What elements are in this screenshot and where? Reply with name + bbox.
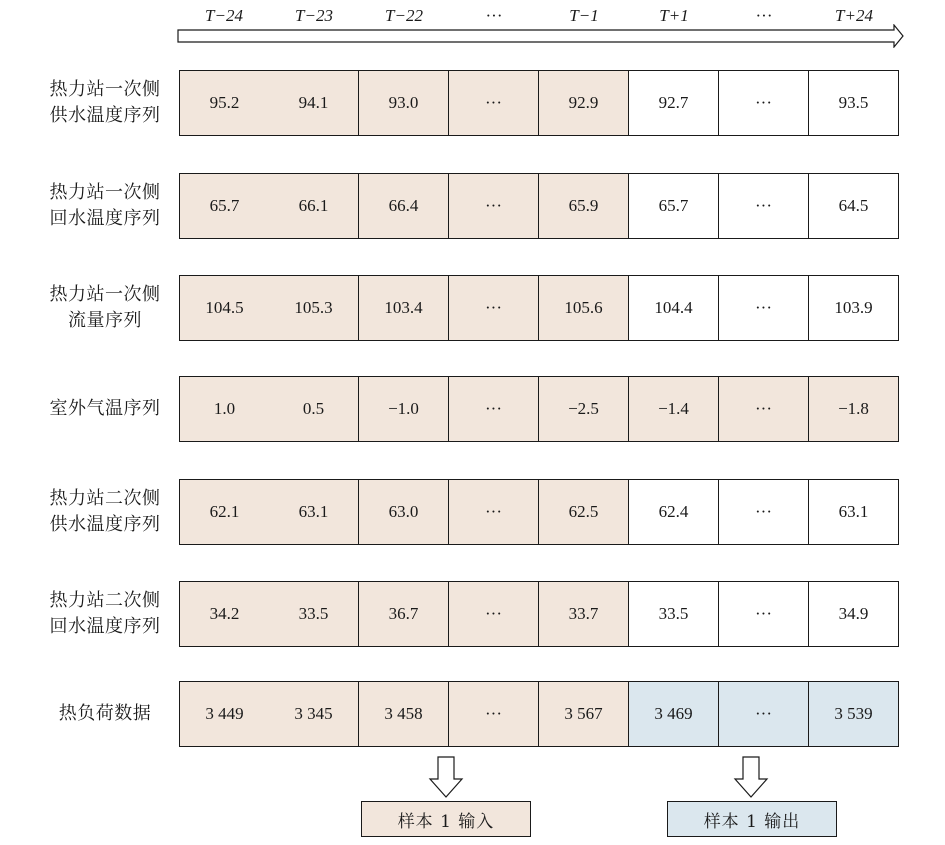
- value-cell: 63.1: [809, 479, 899, 545]
- value-cell: 65.7: [629, 173, 719, 239]
- value-cell: 3 539: [809, 681, 899, 747]
- value-cell: 34.2: [179, 581, 270, 647]
- value-cell: 34.9: [809, 581, 899, 647]
- value-cell: ···: [449, 681, 539, 747]
- value-cell: −1.0: [359, 376, 449, 442]
- value-cell: 64.5: [809, 173, 899, 239]
- value-cell: 62.5: [539, 479, 629, 545]
- time-header-cell: ···: [485, 6, 503, 25]
- sample-output-box: [667, 801, 837, 837]
- value-cell: ···: [449, 376, 539, 442]
- output-down-arrow: [733, 755, 769, 799]
- sample-output-label: 样本 1 输出: [703, 811, 801, 832]
- value-cell: 94.1: [269, 70, 359, 136]
- value-cell: 62.1: [179, 479, 270, 545]
- value-cell: 63.0: [359, 479, 449, 545]
- time-header-cell: T+1: [659, 6, 689, 25]
- row-label: 热力站二次侧 供水温度序列: [49, 488, 161, 535]
- value-cell: 65.7: [179, 173, 270, 239]
- time-header-cell: T−1: [569, 6, 599, 25]
- time-header-cell: T−24: [205, 6, 243, 25]
- value-cell: 33.7: [539, 581, 629, 647]
- value-cell: 0.5: [269, 376, 359, 442]
- value-cell: ···: [449, 173, 539, 239]
- value-cell: −1.8: [809, 376, 899, 442]
- time-header-cell: T−22: [385, 6, 423, 25]
- value-cell: 36.7: [359, 581, 449, 647]
- time-header-cell: T−23: [295, 6, 333, 25]
- value-cell: 92.9: [539, 70, 629, 136]
- value-cell: 95.2: [179, 70, 270, 136]
- time-header-cell: ···: [755, 6, 773, 25]
- value-cell: ···: [719, 275, 809, 341]
- row-label: 热负荷数据: [58, 703, 152, 724]
- sample-input-box: [361, 801, 531, 837]
- value-cell: 33.5: [269, 581, 359, 647]
- input-down-arrow: [428, 755, 464, 799]
- value-cell: 3 469: [629, 681, 719, 747]
- value-cell: 105.6: [539, 275, 629, 341]
- value-cell: 105.3: [269, 275, 359, 341]
- row-label: 室外气温序列: [49, 398, 161, 419]
- value-cell: ···: [449, 581, 539, 647]
- value-cell: ···: [719, 70, 809, 136]
- value-cell: ···: [449, 70, 539, 136]
- value-cell: 1.0: [179, 376, 270, 442]
- value-cell: 3 567: [539, 681, 629, 747]
- value-cell: 93.5: [809, 70, 899, 136]
- value-cell: 66.4: [359, 173, 449, 239]
- sample-input-label: 样本 1 输入: [397, 811, 495, 832]
- time-header-cell: T+24: [835, 6, 873, 25]
- row-label: 热力站一次侧 流量序列: [49, 284, 161, 331]
- value-cell: 66.1: [269, 173, 359, 239]
- row-label: 热力站一次侧 回水温度序列: [49, 182, 161, 229]
- value-cell: 62.4: [629, 479, 719, 545]
- row-label: 热力站二次侧 回水温度序列: [49, 590, 161, 637]
- value-cell: ···: [719, 376, 809, 442]
- value-cell: ···: [719, 681, 809, 747]
- row-label: 热力站一次侧 供水温度序列: [49, 79, 161, 126]
- value-cell: 3 345: [269, 681, 359, 747]
- value-cell: 103.9: [809, 275, 899, 341]
- value-cell: ···: [719, 479, 809, 545]
- value-cell: 92.7: [629, 70, 719, 136]
- value-cell: 104.4: [629, 275, 719, 341]
- time-axis-arrow: [176, 24, 906, 48]
- value-cell: ···: [719, 173, 809, 239]
- value-cell: 63.1: [269, 479, 359, 545]
- value-cell: ···: [449, 479, 539, 545]
- value-cell: 33.5: [629, 581, 719, 647]
- value-cell: 65.9: [539, 173, 629, 239]
- value-cell: 103.4: [359, 275, 449, 341]
- value-cell: 3 458: [359, 681, 449, 747]
- value-cell: ···: [719, 581, 809, 647]
- value-cell: 3 449: [179, 681, 270, 747]
- value-cell: 93.0: [359, 70, 449, 136]
- value-cell: −2.5: [539, 376, 629, 442]
- value-cell: −1.4: [629, 376, 719, 442]
- value-cell: ···: [449, 275, 539, 341]
- value-cell: 104.5: [179, 275, 270, 341]
